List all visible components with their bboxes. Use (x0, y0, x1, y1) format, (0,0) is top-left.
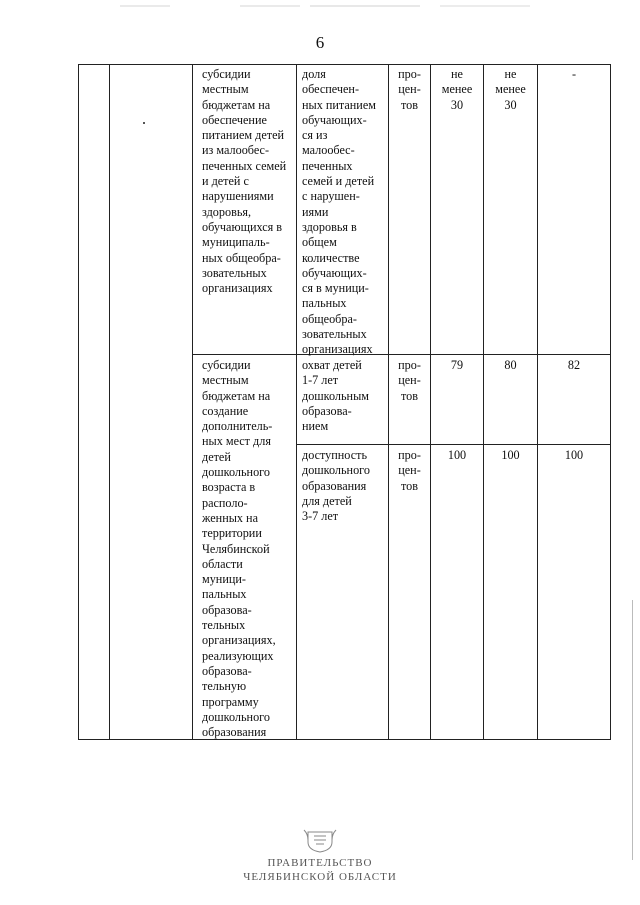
stamp-text-line-1: ПРАВИТЕЛЬСТВО (267, 857, 373, 869)
value-cell-1: 79 (450, 358, 464, 372)
value-cell-3: 100 (564, 448, 584, 462)
indicators-table (78, 64, 611, 740)
government-stamp (0, 820, 640, 905)
measure-cell: субсидии местным бюджетам на обеспечение питанием детей из малообес- печенных семей и детей с нарушениями здоровья, обучающихся в муниципаль- ных общеобра- зовательных организациях (202, 67, 287, 296)
value-cell-3: - (571, 67, 577, 81)
indicator-cell: доступность дошкольного образования для детей 3-7 лет (302, 448, 370, 524)
indicator-cell: охват детей 1-7 лет дошкольным образова- нием (302, 358, 369, 434)
indicator-cell: доля обеспечен- ных питанием обучающих- ся из малообес- печенных семей и детей с нарушен- иями здоровья в общем количестве обучающих- ся в муници- пальных общеобра- зовательных организациях (302, 67, 376, 357)
page-number: 6 (315, 33, 325, 52)
unit-cell: про- цен- тов (398, 448, 421, 493)
unit-cell: про- цен- тов (398, 358, 421, 403)
value-cell-2: 100 (501, 448, 520, 462)
measure-cell: субсидии местным бюджетам на создание дополнитель- ных мест для детей дошкольного возраста в располо- женных на территории Челябинской области муници- пальных образова- тельных организациях, реализующих образова- тельную программу дошкольного образования (202, 358, 276, 740)
value-cell-1: не менее 30 (441, 67, 473, 112)
value-cell-2: 80 (504, 358, 517, 372)
value-cell-3: 82 (567, 358, 581, 372)
coat-of-arms-icon (300, 828, 340, 854)
scan-header-noise (0, 0, 640, 12)
unit-cell: про- цен- тов (398, 67, 421, 112)
stamp-text-line-2: ЧЕЛЯБИНСКОЙ ОБЛАСТИ (243, 871, 397, 883)
value-cell-2: не менее 30 (495, 67, 526, 112)
value-cell-1: 100 (447, 448, 467, 462)
